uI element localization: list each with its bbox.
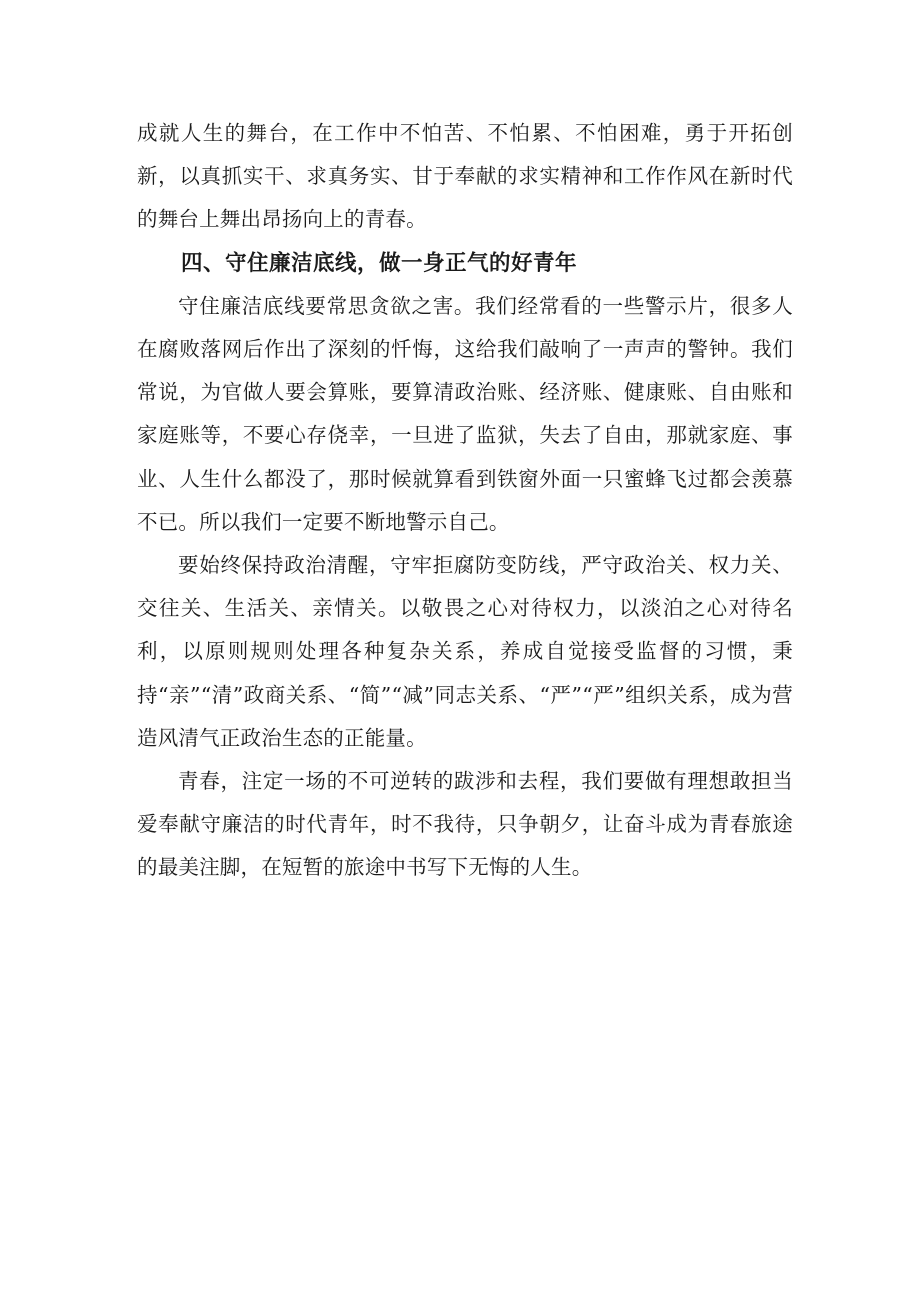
body-paragraph-continuation: 成就人生的舞台，在工作中不怕苦、不怕累、不怕困难，勇于开拓创新，以真抓实干、求真务实、甘于奉献的求实精神和工作作风在新时代的舞台上舞出昂扬向上的青春。 <box>137 121 793 232</box>
body-paragraph: 青春，注定一场的不可逆转的跋涉和去程，我们要做有理想敢担当爱奉献守廉洁的时代青年，时不我待，只争朝夕，让奋斗成为青春旅途的最美注脚，在短暂的旅途中书写下无悔的人生。 <box>137 769 793 880</box>
section-heading: 四、守住廉洁底线，做一身正气的好青年 <box>181 250 578 276</box>
body-paragraph: 要始终保持政治清醒，守牢拒腐防变防线，严守政治关、权力关、交往关、生活关、亲情关。以敬畏之心对待权力，以淡泊之心对待名利，以原则规则处理各种复杂关系，养成自觉接受监督的习惯，秉持“亲”“清”政商关系、“简”“减”同志关系、“严”“严”组织关系，成为营造风清气正政治生态的正能量。 <box>137 553 793 750</box>
body-paragraph: 守住廉洁底线要常思贪欲之害。我们经常看的一些警示片，很多人在腐败落网后作出了深刻的忏悔，这给我们敲响了一声声的警钟。我们常说，为官做人要会算账，要算清政治账、经济账、健康账、自由账和家庭账等，不要心存侥幸，一旦进了监狱，失去了自由，那就家庭、事业、人生什么都没了，那时候就算看到铁窗外面一只蜜蜂飞过都会羡慕不已。所以我们一定要不断地警示自己。 <box>137 293 793 534</box>
document-page <box>137 112 793 890</box>
